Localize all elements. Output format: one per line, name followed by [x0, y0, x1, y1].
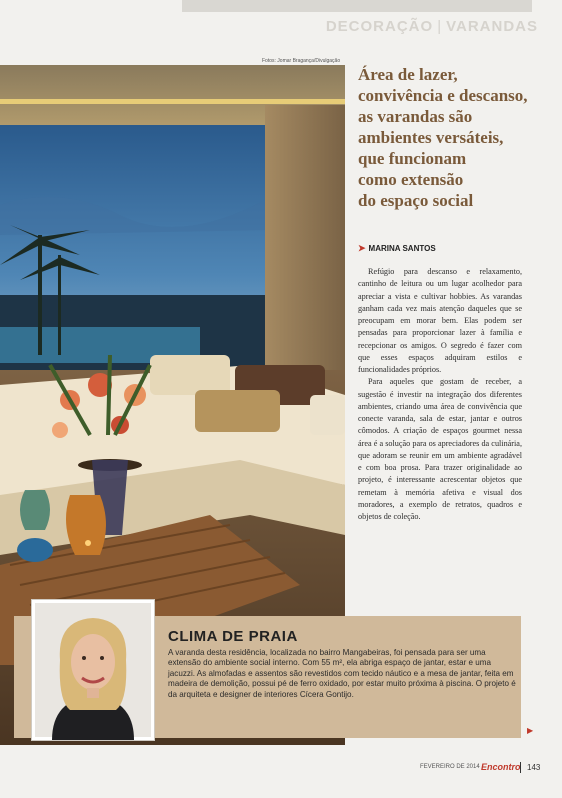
section-separator: |: [437, 18, 443, 35]
headline-line: Área de lazer,: [358, 65, 458, 84]
headline: [358, 64, 538, 211]
article-body: [358, 266, 522, 523]
page-number: 143: [527, 763, 541, 772]
headline-line: como extensão: [358, 170, 464, 189]
callout-title: CLIMA DE PRAIA: [168, 628, 298, 645]
footer-divider: [520, 762, 521, 773]
issue-date: FEVEREIRO DE 2014: [420, 764, 480, 770]
body-paragraph: Refúgio para descanso e relaxamento, cantinho de leitura ou um lugar acolhedor para apreciar a vista e cultivar hobbies. As varandas ganham cada vez mais atenção daqueles que se preocupam em morar bem. Elas podem ser pensadas para proporcionar lazer à família e recepcionar os amigos. O segredo é fazer com que esses espaços adquiram estilos e funcionalidades próprios.: [358, 267, 522, 374]
magazine-brand: Encontro: [481, 762, 521, 772]
headline-line: as varandas são: [358, 107, 473, 126]
headline-line: convivência e descanso,: [358, 86, 528, 105]
continue-arrow-icon: ▶: [527, 726, 534, 735]
section-subcategory: VARANDAS: [446, 18, 538, 35]
portrait-illustration: [32, 600, 154, 740]
headline-line: que funcionam: [358, 149, 467, 168]
top-strip: [182, 0, 532, 12]
headline-line: do espaço social: [358, 191, 474, 210]
section-category: DECORAÇÃO: [325, 18, 434, 35]
callout-text: A varanda desta residência, localizada no bairro Mangabeiras, foi pensada para ser uma extensão do ambiente social interno. Com 55 m², ela abriga espaço de jantar, estar e uma jacuzzi. As almofadas e assentos são revestidos com tecido náutico e a mesa de jantar, feita em madeira de demolição, possui pé de ferro oxidado, por estar muito próxima à piscina. O projeto é da arquiteta e designer de interiores Cícera Gontijo.: [168, 648, 516, 699]
portrait-photo: [32, 600, 154, 740]
body-paragraph: Para aqueles que gostam de receber, a sugestão é investir na integração dos diferentes ambientes, criando uma área de convivência que conecte varanda, sala de estar, jantar e outros cômodos. A criação de espaços gourmet nessa área é a solução para os apreciadores da culinária, que adoram se reunir em um ambiente agradável e com boa prosa. Para trazer originalidade ao projeto, é interessante acrescentar objetos que remetam à memória afetiva e visual dos moradores, a exemplo de retratos, quadros e objetos de coleção.: [358, 377, 522, 521]
page-footer: [0, 762, 562, 776]
author-byline: [358, 243, 436, 254]
headline-line: ambientes versáteis,: [358, 128, 504, 147]
author-name: MARINA SANTOS: [368, 244, 436, 253]
byline-marker-icon: ➤: [358, 243, 366, 253]
section-header: [326, 18, 538, 35]
photo-credit: Fotos: Jomar Bragança/Divulgação: [262, 58, 341, 64]
